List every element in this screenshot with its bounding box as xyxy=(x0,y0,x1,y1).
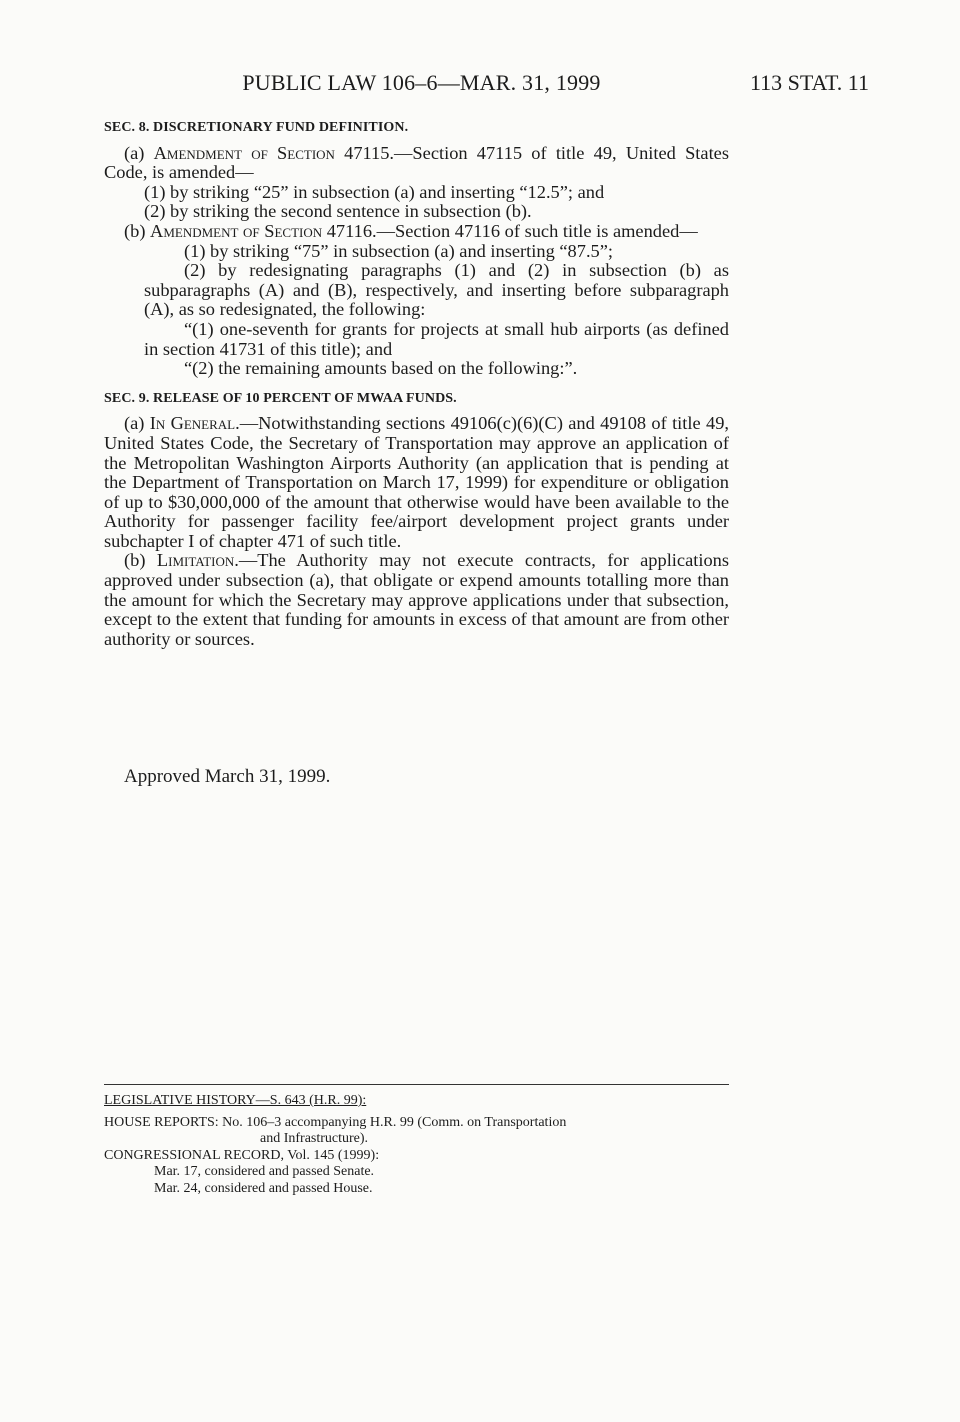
sec8-subsection-a: (a) Amendment of Section 47115.—Section 47115 of title 49, United States Code, is amended— xyxy=(104,142,730,183)
sec8-b-para2: (2) by redesignating paragraphs (1) and (2) in subsection (b) as subparagraphs (A) and (B), respectively, and inserting before subparagraph (A), as so redesignated, the following: xyxy=(144,260,729,320)
sec9-a-caption: In General. xyxy=(149,413,240,434)
record-entry: Mar. 17, considered and passed Senate. xyxy=(154,1164,375,1179)
page-reference: 113 STAT. 11 xyxy=(749,70,869,95)
sec8-a-para1: (1) by striking “25” in subsection (a) and inserting “12.5”; and xyxy=(144,181,605,202)
sec8-heading: SEC. 8. DISCRETIONARY FUND DEFINITION. xyxy=(104,120,409,135)
statute-body xyxy=(104,118,729,649)
house-reports-continued: and Infrastructure). xyxy=(260,1131,369,1146)
sec8-a-para2: (2) by striking the second sentence in subsection (b). xyxy=(144,201,532,222)
sec8-b-para1: (1) by striking “75” in subsection (a) and inserting “87.5”; xyxy=(184,240,614,261)
running-head-title: PUBLIC LAW 106–6—MAR. 31, 1999 xyxy=(242,70,601,95)
divider xyxy=(104,1084,729,1085)
sec9-heading: SEC. 9. RELEASE OF 10 PERCENT OF MWAA FUNDS. xyxy=(104,390,457,406)
sec8-subsection-b: (b) Amendment of Section 47116.—Section 47116 of such title is amended— xyxy=(124,220,698,241)
congressional-record: CONGRESSIONAL RECORD, Vol. 145 (1999): xyxy=(104,1147,380,1163)
legislative-history-title: LEGISLATIVE HISTORY—S. 643 (H.R. 99): xyxy=(104,1093,367,1108)
sec8-b-caption: Amendment of Section 47116. xyxy=(150,220,377,241)
sec9-subsection-b: (b) Limitation.—The Authority may not execute contracts, for applications approved under subsection (a), that obligate or expend amounts totalling more than the amount for which the Secretary may approve applications under that subsection, except to the extent that funding for amounts in excess of that amount are from other authority or sources. xyxy=(104,550,730,649)
sec9-b-caption: Limitation. xyxy=(156,550,239,571)
sec8-a-caption: Amendment of Section 47115. xyxy=(153,142,395,163)
legislative-history xyxy=(104,1084,729,1197)
approval-line: Approved March 31, 1999. xyxy=(124,766,331,787)
house-reports: HOUSE REPORTS: No. 106–3 accompanying H.R. 99 (Comm. on Transportation xyxy=(104,1114,567,1130)
running-header xyxy=(104,70,869,100)
record-entry: Mar. 24, considered and passed House. xyxy=(154,1180,373,1196)
sec9-subsection-a: (a) In General.—Notwithstanding sections 49106(c)(6)(C) and 49108 of title 49, United States Code, the Secretary of Transportation may approve an application of the Metropolitan Washington Airports Authority (an application that is pending at the Department of Transportation on March 17, 1999) for expenditure or obligation of up to $30,000,000 of the amount that otherwise would have been available to the Authority for passenger facility fee/airport development project grants under subchapter I of chapter 471 of such title. xyxy=(104,413,729,551)
sec8-quoted-para1: “(1) one-seventh for grants for projects at small hub airports (as defined in section 41731 of this title); and xyxy=(144,318,729,359)
sec8-quoted-para2: “(2) the remaining amounts based on the following:”. xyxy=(184,358,578,379)
